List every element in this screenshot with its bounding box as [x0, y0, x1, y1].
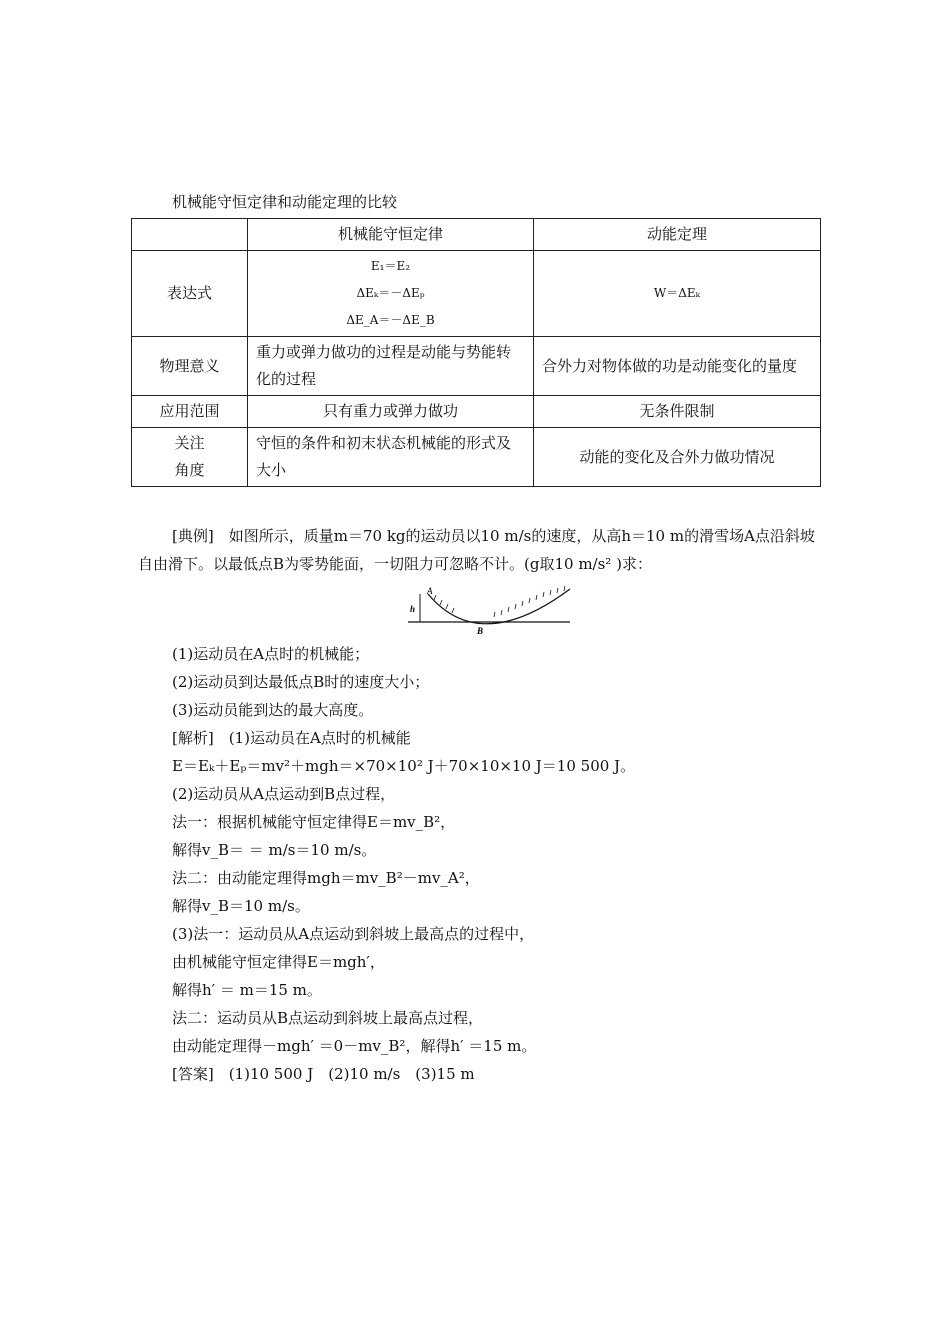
row-label-expression: 表达式 — [132, 251, 248, 337]
header-cell-theorem: 动能定理 — [534, 219, 821, 251]
law-meaning: 重力或弹力做功的过程是动能与势能转化的过程 — [248, 337, 534, 396]
law-formulas — [248, 251, 534, 337]
solution-line: 解得h′ ＝ m＝15 m。 — [172, 981, 322, 999]
formula-line: ΔEₖ＝－ΔEₚ — [356, 286, 425, 300]
row-label-focus-line2: 角度 — [174, 461, 205, 479]
formula-line: E₁＝E₂ — [370, 259, 411, 273]
solution-line: 解得v_B＝ ＝ m/s＝10 m/s。 — [172, 841, 377, 859]
solution-line: E＝Eₖ＋Eₚ＝mv²＋mgh＝×70×10² J＋70×10×10 J＝10 500 J。 — [172, 757, 636, 775]
header-cell-law: 机械能守恒定律 — [248, 219, 534, 251]
header-cell-empty — [132, 219, 248, 251]
question-2: (2)运动员到达最低点B时的速度大小； — [172, 673, 430, 691]
table-row-scope — [132, 396, 821, 428]
example-text: 如图所示，质量m＝70 kg的运动员以10 m/s的速度，从高h＝10 m的滑雪场A点沿斜坡自由滑下。以最低点B为零势能面，一切阻力可忽略不计。(g取10 m/s² )求： — [138, 527, 815, 573]
label-a: A — [427, 586, 433, 596]
solution-line: 由动能定理得－mgh′ ＝0－mv_B²，解得h′ ＝15 m。 — [172, 1037, 537, 1055]
solution-line: [解析] (1)运动员在A点时的机械能 — [172, 729, 411, 747]
example-tag: [典例] — [172, 527, 214, 545]
section-heading: 机械能守恒定律和动能定理的比较 — [172, 193, 398, 211]
slope-curve — [428, 589, 570, 624]
table-header-row — [132, 219, 821, 251]
theorem-formula: W＝ΔEₖ — [534, 251, 821, 337]
ski-slope-figure — [408, 584, 578, 636]
solution-line: 法二：运动员从B点运动到斜坡上最高点过程， — [172, 1009, 484, 1027]
row-label-scope: 应用范围 — [132, 396, 248, 428]
formula-line: ΔE_A＝－ΔE_B — [346, 313, 435, 327]
solution-line: (2)运动员从A点运动到B点过程， — [172, 785, 396, 803]
label-b: B — [477, 626, 484, 636]
theorem-meaning: 合外力对物体做的功是动能变化的量度 — [534, 337, 821, 396]
theorem-focus: 动能的变化及合外力做功情况 — [534, 428, 821, 487]
theorem-scope: 无条件限制 — [534, 396, 821, 428]
row-label-focus — [132, 428, 248, 487]
law-scope: 只有重力或弹力做功 — [248, 396, 534, 428]
example-paragraph — [138, 522, 822, 578]
solution-line: 解得v_B＝10 m/s。 — [172, 897, 310, 915]
answer-line: [答案] (1)10 500 J (2)10 m/s (3)15 m — [172, 1065, 475, 1083]
solution-line: 法一：根据机械能守恒定律得E＝mv_B²， — [172, 813, 456, 831]
slope-hatching — [434, 586, 565, 617]
row-label-meaning: 物理意义 — [132, 337, 248, 396]
row-label-focus-line1: 关注 — [174, 434, 205, 452]
solution-line: (3)法一：运动员从A点运动到斜坡上最高点的过程中， — [172, 925, 535, 943]
label-h: h — [410, 604, 416, 614]
law-focus: 守恒的条件和初末状态机械能的形式及大小 — [248, 428, 534, 487]
table-row-focus — [132, 428, 821, 487]
question-3: (3)运动员能到达的最大高度。 — [172, 701, 374, 719]
comparison-table — [131, 218, 821, 487]
table-row-expression — [132, 251, 821, 337]
solution-line: 由机械能守恒定律得E＝mgh′， — [172, 953, 385, 971]
solution-line: 法二：由动能定理得mgh＝mv_B²－mv_A²， — [172, 869, 480, 887]
table-row-meaning — [132, 337, 821, 396]
question-1: (1)运动员在A点时的机械能； — [172, 645, 370, 663]
